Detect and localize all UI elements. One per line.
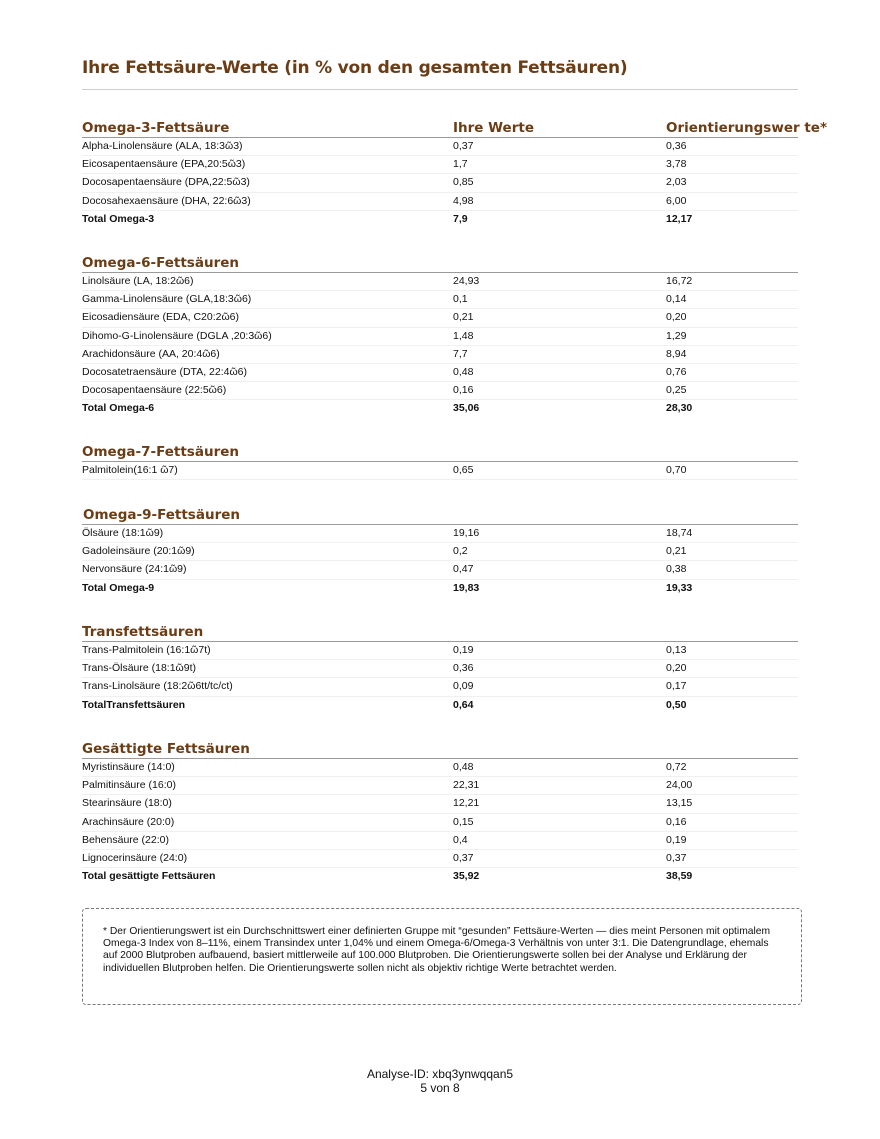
fatty-acid-name: Gamma-Linolensäure (GLA,18:3ῶ6)	[82, 293, 252, 306]
table-row	[82, 174, 798, 192]
section-title: Omega-3-Fettsäure	[82, 120, 230, 136]
reference-value: 24,00	[666, 779, 693, 792]
total-row	[82, 697, 798, 714]
reference-value: 16,72	[666, 275, 693, 287]
total-label: TotalTransfettsäuren	[82, 698, 186, 711]
column-header-reference: Orientierungswer te*	[666, 120, 827, 136]
your-value: 35,92	[453, 870, 480, 883]
footnote-text: * Der Orientierungswert ist ein Durchschnittswert einer definierten Gruppe mit “gesunden” Fettsäure-Werten — dies meint Personen mit optimalem Omega-3 Index von 8–11%, einem Transindex unter 1,04% und einem Omega-6/Omega-3 Verhältnis von unter 3:1. Die Datengrundlage, ehemals auf 2000 Blutproben aufbauend, basiert mittlerweile auf 100.000 Blutproben. Die Orientierungswerte sollen bei der Analyse und Erklärung der individuellen Blutproben helfen. Die Orientierungswerte sollen nicht als objektiv richtige Werte betrachtet werden.	[103, 926, 771, 974]
section-saturated-fats	[82, 738, 798, 885]
total-row	[82, 580, 798, 597]
reference-value: 12,17	[666, 212, 693, 225]
table-row	[82, 309, 798, 327]
fatty-acid-name: Palmitinsäure (16:0)	[82, 779, 176, 792]
reference-value: 0,21	[666, 545, 687, 558]
your-value: 7,7	[453, 347, 468, 360]
fatty-acid-name: Stearinsäure (18:0)	[82, 797, 172, 810]
section-header	[82, 441, 798, 462]
table-row	[82, 156, 798, 174]
section-omega-9	[82, 504, 798, 597]
fatty-acid-name: Gadoleinsäure (20:1ῶ9)	[82, 545, 195, 558]
your-value: 0,36	[453, 662, 474, 675]
your-value: 7,9	[453, 212, 468, 225]
table-row	[82, 795, 798, 813]
total-row	[82, 400, 798, 417]
page-number: 5 von 8	[420, 1081, 460, 1095]
your-value: 12,21	[453, 797, 480, 810]
reference-value: 0,72	[666, 761, 687, 773]
footnote-box	[82, 908, 802, 1005]
reference-value: 0,13	[666, 644, 687, 656]
table-row	[82, 525, 798, 543]
reference-value: 3,78	[666, 158, 687, 171]
section-title: Omega-6-Fettsäuren	[82, 255, 239, 271]
section-title: Omega-7-Fettsäuren	[82, 444, 239, 460]
your-value: 0,48	[453, 761, 474, 773]
table-row	[82, 660, 798, 678]
reference-value: 38,59	[666, 870, 693, 883]
reference-value: 0,37	[666, 851, 687, 864]
your-value: 0,48	[453, 365, 474, 378]
your-value: 24,93	[453, 275, 480, 287]
your-value: 35,06	[453, 402, 480, 415]
page-title: Ihre Fettsäure-Werte (in % von den gesamten Fettsäuren)	[82, 58, 798, 90]
section-omega-6	[82, 252, 798, 418]
total-label: Total Omega-6	[82, 402, 155, 415]
fatty-acid-name: Eicosadiensäure (EDA, C20:2ῶ6)	[82, 311, 240, 324]
section-header	[82, 117, 827, 138]
table-row	[82, 850, 798, 868]
reference-value: 0,20	[666, 311, 687, 324]
table-row	[82, 364, 798, 382]
fatty-acid-name: Trans-Palmitolein (16:1ῶ7t)	[82, 644, 211, 656]
fatty-acid-name: Lignocerinsäure (24:0)	[82, 851, 188, 864]
total-label: Total Omega-3	[82, 212, 155, 225]
fatty-acid-name: Ölsäure (18:1ῶ9)	[82, 527, 164, 539]
your-value: 4,98	[453, 194, 474, 207]
table-row	[82, 328, 798, 346]
reference-value: 18,74	[666, 527, 693, 539]
reference-value: 0,38	[666, 563, 687, 576]
table-row	[82, 138, 798, 156]
table-row	[82, 543, 798, 561]
fatty-acid-name: Myristinsäure (14:0)	[82, 761, 175, 773]
your-value: 0,15	[453, 815, 474, 828]
section-trans-fats	[82, 621, 798, 714]
your-value: 1,7	[453, 158, 468, 171]
reference-value: 6,00	[666, 194, 687, 207]
table-row	[82, 561, 798, 579]
fatty-acid-name: Eicosapentaensäure (EPA,20:5ῶ3)	[82, 158, 246, 171]
your-value: 0,21	[453, 311, 474, 324]
reference-value: 0,14	[666, 293, 687, 306]
table-row	[82, 193, 798, 211]
your-value: 0,64	[453, 698, 474, 711]
table-row	[82, 832, 798, 850]
fatty-acid-name: Arachinsäure (20:0)	[82, 815, 175, 828]
section-omega-7	[82, 441, 798, 480]
fatty-acid-name: Linolsäure (LA, 18:2ῶ6)	[82, 275, 194, 287]
table-row	[82, 273, 798, 291]
fatty-acid-name: Docosapentaensäure (DPA,22:5ῶ3)	[82, 176, 250, 189]
reference-value: 0,70	[666, 464, 687, 476]
your-value: 1,48	[453, 329, 474, 342]
your-value: 0,65	[453, 464, 474, 476]
fatty-acid-name: Nervonsäure (24:1ῶ9)	[82, 563, 187, 576]
your-value: 0,37	[453, 851, 474, 864]
reference-value: 28,30	[666, 402, 693, 415]
table-row	[82, 777, 798, 795]
reference-value: 0,25	[666, 384, 687, 397]
section-header	[82, 504, 798, 525]
total-row	[82, 211, 798, 228]
analysis-id: Analyse-ID: xbq3ynwqqan5	[366, 1067, 514, 1081]
reference-value: 0,50	[666, 698, 687, 711]
fatty-acid-name: Docosahexaensäure (DHA, 22:6ῶ3)	[82, 194, 251, 207]
reference-value: 19,33	[666, 581, 693, 594]
table-row	[82, 759, 798, 777]
reference-value: 0,76	[666, 365, 687, 378]
your-value: 0,16	[453, 384, 474, 397]
column-header-values: Ihre Werte	[453, 120, 534, 136]
your-value: 0,1	[453, 293, 468, 306]
table-row	[82, 346, 798, 364]
reference-value: 0,20	[666, 662, 687, 675]
section-header	[82, 252, 798, 273]
reference-value: 8,94	[666, 347, 687, 360]
fatty-acid-name: Arachidonsäure (AA, 20:4ῶ6)	[82, 347, 220, 360]
fatty-acid-name: Dihomo-G-Linolensäure (DGLA ,20:3ῶ6)	[82, 329, 272, 342]
fatty-acid-name: Docosatetraensäure (DTA, 22:4ῶ6)	[82, 365, 247, 378]
table-row	[82, 678, 798, 696]
section-title: Omega-9-Fettsäuren	[83, 507, 240, 523]
your-value: 19,16	[453, 527, 480, 539]
total-label: Total gesättigte Fettsäuren	[82, 870, 216, 883]
your-value: 0,47	[453, 563, 474, 576]
your-value: 0,4	[453, 833, 468, 846]
your-value: 0,2	[453, 545, 468, 558]
table-row	[82, 291, 798, 309]
your-value: 0,37	[453, 140, 474, 152]
reference-value: 2,03	[666, 176, 687, 189]
section-header	[82, 738, 798, 759]
total-row	[82, 868, 798, 885]
section-header	[82, 621, 798, 642]
reference-value: 0,16	[666, 815, 687, 828]
your-value: 22,31	[453, 779, 480, 792]
reference-value: 0,19	[666, 833, 687, 846]
fatty-acid-name: Trans-Ölsäure (18:1ῶ9t)	[82, 662, 197, 675]
table-row	[82, 642, 798, 660]
total-label: Total Omega-9	[82, 581, 155, 594]
fatty-acid-name: Trans-Linolsäure (18:2ῶ6tt/tc/ct)	[82, 680, 233, 693]
reference-value: 1,29	[666, 329, 687, 342]
reference-value: 0,36	[666, 140, 687, 152]
your-value: 0,09	[453, 680, 474, 693]
your-value: 0,85	[453, 176, 474, 189]
fatty-acid-name: Behensäure (22:0)	[82, 833, 169, 846]
section-title: Gesättigte Fettsäuren	[82, 741, 250, 757]
fatty-acid-name: Alpha-Linolensäure (ALA, 18:3ῶ3)	[82, 140, 243, 152]
section-title: Transfettsäuren	[82, 624, 204, 640]
your-value: 0,19	[453, 644, 474, 656]
table-row	[82, 382, 798, 400]
table-row	[82, 814, 798, 832]
fatty-acid-name: Palmitolein(16:1 ῶ7)	[82, 464, 178, 476]
your-value: 19,83	[453, 581, 480, 594]
fatty-acid-name: Docosapentaensäure (22:5ῶ6)	[82, 384, 227, 397]
section-omega-3	[82, 117, 827, 228]
reference-value: 0,17	[666, 680, 687, 693]
reference-value: 13,15	[666, 797, 693, 810]
table-row	[82, 462, 798, 480]
